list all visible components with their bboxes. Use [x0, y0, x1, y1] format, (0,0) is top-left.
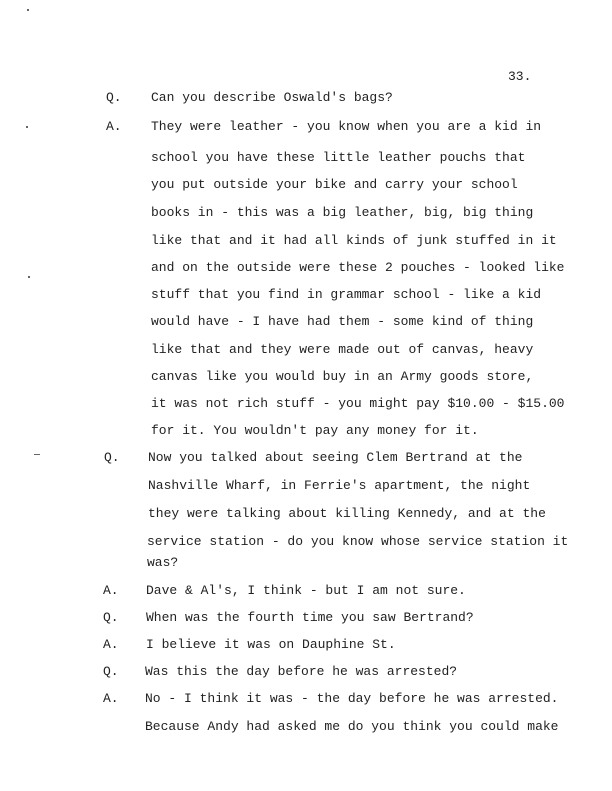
transcript-line: Because Andy had asked me do you think you could make — [145, 719, 559, 734]
scan-speck — [28, 276, 30, 278]
transcript-line: school you have these little leather pouchs that — [151, 150, 526, 165]
transcript-line: Now you talked about seeing Clem Bertrand at the — [148, 450, 523, 465]
speaker-label-q: Q. — [104, 450, 120, 465]
speaker-label-q: Q. — [103, 610, 119, 625]
transcript-line: service station - do you know whose service station it — [147, 534, 569, 549]
speaker-label-a: A. — [103, 637, 119, 652]
transcript-line: Nashville Wharf, in Ferrie's apartment, the night — [148, 478, 531, 493]
transcript-line: and on the outside were these 2 pouches - looked like — [151, 260, 565, 275]
speaker-label-a: A. — [106, 119, 122, 134]
speaker-label-a: A. — [103, 583, 119, 598]
scan-speck — [27, 9, 29, 11]
transcript-line: it was not rich stuff - you might pay $10.00 - $15.00 — [151, 396, 565, 411]
transcript-line: they were talking about killing Kennedy, and at the — [148, 506, 546, 521]
scan-speck — [26, 126, 28, 128]
transcript-line: books in - this was a big leather, big, big thing — [151, 205, 534, 220]
speaker-label-q: Q. — [103, 664, 119, 679]
transcript-line: canvas like you would buy in an Army goods store, — [151, 369, 534, 384]
transcript-line: for it. You wouldn't pay any money for it. — [151, 423, 479, 438]
speaker-label-q: Q. — [106, 90, 122, 105]
transcript-line: like that and it had all kinds of junk stuffed in it — [151, 233, 557, 248]
transcript-line: stuff that you find in grammar school - like a kid — [151, 287, 542, 302]
transcript-line: you put outside your bike and carry your school — [151, 177, 518, 192]
transcript-line: Was this the day before he was arrested? — [145, 664, 458, 679]
transcript-line: When was the fourth time you saw Bertrand? — [146, 610, 474, 625]
transcript-line: I believe it was on Dauphine St. — [146, 637, 396, 652]
transcript-line: would have - I have had them - some kind of thing — [151, 314, 534, 329]
scan-speck — [34, 454, 40, 455]
page-number: 33. — [508, 69, 532, 84]
transcript-line: They were leather - you know when you are a kid in — [151, 119, 542, 134]
transcript-line: No - I think it was - the day before he was arrested. — [145, 691, 559, 706]
speaker-label-a: A. — [103, 691, 119, 706]
transcript-line: was? — [147, 555, 179, 570]
transcript-line: Dave & Al's, I think - but I am not sure. — [146, 583, 466, 598]
transcript-line: Can you describe Oswald's bags? — [151, 90, 393, 105]
transcript-line: like that and they were made out of canvas, heavy — [151, 342, 534, 357]
